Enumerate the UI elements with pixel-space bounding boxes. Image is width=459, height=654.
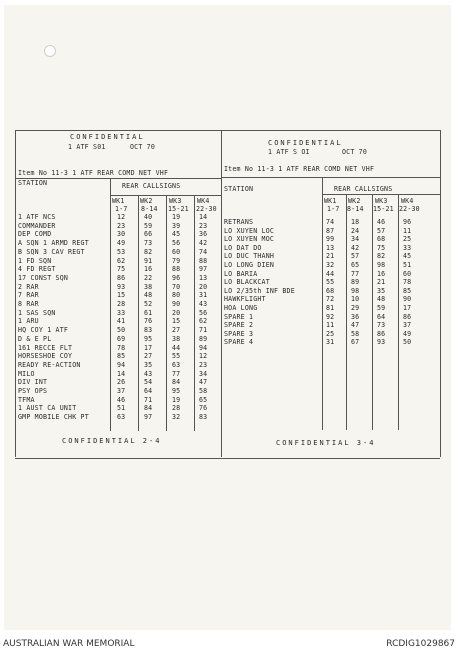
left-station-name: TFMA bbox=[18, 395, 35, 404]
left-station-name: 2 RAR bbox=[18, 282, 39, 291]
left-callsign-wk4: 88 bbox=[199, 256, 208, 265]
left-station-name: 8 RAR bbox=[18, 300, 39, 308]
left-callsign-wk1: 41 bbox=[117, 317, 126, 326]
right-date: OCT 70 bbox=[342, 148, 368, 156]
right-callsign-wk4: 60 bbox=[403, 269, 412, 278]
right-callsign-wk4: 51 bbox=[403, 261, 412, 269]
left-station-heading: STATION bbox=[18, 179, 48, 187]
right-callsign-wk3: 59 bbox=[377, 304, 386, 312]
left-callsign-wk3: 60 bbox=[172, 247, 181, 256]
right-callsign-wk4: 45 bbox=[403, 252, 412, 261]
left-callsign-wk2: 27 bbox=[144, 352, 153, 361]
left-callsign-wk3: 79 bbox=[172, 256, 181, 265]
right-callsign-wk2: 10 bbox=[351, 295, 360, 304]
left-callsign-wk3: 70 bbox=[172, 282, 181, 291]
right-callsign-wk1: 21 bbox=[326, 252, 335, 261]
left-station-name: B SQN 3 CAV REGT bbox=[18, 247, 85, 256]
left-callsign-wk4: 31 bbox=[199, 291, 208, 300]
left-callsign-wk2: 61 bbox=[144, 308, 153, 317]
punch-hole bbox=[44, 45, 56, 57]
left-range-3: 15-21 bbox=[168, 205, 189, 213]
right-callsign-wk2: 29 bbox=[351, 304, 360, 312]
left-callsign-wk3: 32 bbox=[172, 413, 181, 422]
right-callsign-wk3: 48 bbox=[377, 295, 386, 304]
right-callsign-wk4: 49 bbox=[403, 329, 412, 338]
right-callsign-wk1: 87 bbox=[326, 226, 335, 235]
archive-record-id: RCDIG1029867 bbox=[386, 639, 455, 649]
left-callsign-wk2: 95 bbox=[144, 334, 153, 343]
left-callsign-wk3: 88 bbox=[172, 265, 181, 274]
right-callsign-wk3: 93 bbox=[377, 338, 386, 347]
left-callsign-wk4: 23 bbox=[199, 221, 208, 230]
left-callsign-wk2: 91 bbox=[144, 256, 153, 265]
left-station-name: MILO bbox=[18, 369, 35, 378]
left-station-name: 1 AUST CA UNIT bbox=[18, 404, 77, 413]
right-callsign-wk1: 92 bbox=[326, 312, 335, 321]
left-callsign-wk3: 15 bbox=[172, 317, 181, 326]
right-callsign-wk2: 36 bbox=[351, 312, 360, 321]
left-callsign-wk4: 43 bbox=[199, 300, 208, 308]
right-callsign-wk4: 50 bbox=[403, 338, 412, 347]
right-callsign-wk2: 34 bbox=[351, 235, 360, 244]
right-callsign-wk2: 98 bbox=[351, 286, 360, 295]
right-station-name: LO BLACKCAT bbox=[224, 278, 270, 287]
left-callsign-wk3: 95 bbox=[172, 387, 181, 395]
left-date: OCT 70 bbox=[130, 143, 156, 151]
left-station-name: 161 RECCE FLT bbox=[18, 343, 73, 352]
left-callsign-wk4: 65 bbox=[199, 395, 208, 404]
right-station-name: LO 2/35th INF BDE bbox=[224, 286, 295, 295]
left-rear-callsigns-heading: REAR CALLSIGNS bbox=[122, 182, 181, 190]
right-range-2: 8-14 bbox=[347, 205, 364, 213]
right-callsign-wk2: 57 bbox=[351, 252, 360, 261]
right-station-name: LO DUC THANH bbox=[224, 252, 275, 261]
left-callsign-wk1: 86 bbox=[117, 273, 126, 282]
left-callsign-wk2: 35 bbox=[144, 360, 153, 369]
left-callsign-wk1: 63 bbox=[117, 413, 126, 422]
left-callsign-wk1: 85 bbox=[117, 352, 126, 361]
left-station-name: 1 FD SQN bbox=[18, 256, 52, 265]
left-callsign-wk1: 46 bbox=[117, 395, 126, 404]
left-callsign-wk2: 40 bbox=[144, 213, 153, 221]
left-callsign-wk2: 97 bbox=[144, 413, 153, 422]
left-callsign-wk2: 84 bbox=[144, 404, 153, 413]
right-callsign-wk4: 78 bbox=[403, 278, 412, 287]
left-station-name: A SQN 1 ARMD REGT bbox=[18, 239, 89, 248]
left-callsign-wk4: 97 bbox=[199, 265, 208, 274]
left-callsign-wk1: 53 bbox=[117, 247, 126, 256]
left-callsign-wk2: 76 bbox=[144, 317, 153, 326]
left-callsign-wk3: 90 bbox=[172, 300, 181, 308]
right-callsign-wk3: 73 bbox=[377, 321, 386, 330]
right-callsign-wk2: 65 bbox=[351, 261, 360, 269]
left-station-name: HQ COY 1 ATF bbox=[18, 326, 69, 335]
right-callsign-wk3: 64 bbox=[377, 312, 386, 321]
left-callsign-wk4: 34 bbox=[199, 369, 208, 378]
right-callsign-wk1: 25 bbox=[326, 329, 335, 338]
left-callsign-wk3: 19 bbox=[172, 213, 181, 221]
left-week-4: WK4 bbox=[197, 197, 210, 205]
right-callsign-wk3: 46 bbox=[377, 218, 386, 226]
left-callsign-wk4: 42 bbox=[199, 239, 208, 248]
right-callsign-wk3: 86 bbox=[377, 329, 386, 338]
right-callsign-wk3: 75 bbox=[377, 243, 386, 252]
right-callsign-wk4: 86 bbox=[403, 312, 412, 321]
left-callsign-wk4: 23 bbox=[199, 360, 208, 369]
left-callsign-wk4: 14 bbox=[199, 213, 208, 221]
left-callsign-wk3: 63 bbox=[172, 360, 181, 369]
left-station-name: D & E PL bbox=[18, 334, 52, 343]
right-callsign-wk3: 98 bbox=[377, 261, 386, 269]
left-callsign-wk1: 94 bbox=[117, 360, 126, 369]
left-station-name: 1 ARU bbox=[18, 317, 39, 326]
left-week-2: WK2 bbox=[140, 197, 153, 205]
right-callsign-wk4: 11 bbox=[403, 226, 412, 235]
left-callsign-wk4: 89 bbox=[199, 334, 208, 343]
left-station-name: 1 SAS SQN bbox=[18, 308, 56, 317]
left-callsign-wk1: 78 bbox=[117, 343, 126, 352]
left-callsign-wk3: 28 bbox=[172, 404, 181, 413]
right-rear-callsigns-heading: REAR CALLSIGNS bbox=[334, 185, 393, 193]
left-station-name: HORSESHOE COY bbox=[18, 352, 73, 361]
right-callsign-wk1: 11 bbox=[326, 321, 335, 330]
right-station-name: RETRANS bbox=[224, 218, 254, 226]
left-callsign-wk3: 80 bbox=[172, 291, 181, 300]
right-station-name: HAWKFLIGHT bbox=[224, 295, 266, 304]
right-unit: 1 ATF S OI bbox=[268, 148, 310, 156]
left-callsign-wk4: 56 bbox=[199, 308, 208, 317]
left-callsign-wk2: 52 bbox=[144, 300, 153, 308]
right-callsign-wk1: 74 bbox=[326, 218, 335, 226]
right-callsign-wk4: 17 bbox=[403, 304, 412, 312]
right-callsign-wk2: 77 bbox=[351, 269, 360, 278]
left-callsign-wk4: 13 bbox=[199, 273, 208, 282]
left-week-1: WK1 bbox=[112, 197, 125, 205]
left-callsign-wk2: 64 bbox=[144, 387, 153, 395]
right-callsign-wk1: 13 bbox=[326, 243, 335, 252]
left-callsign-wk3: 84 bbox=[172, 378, 181, 387]
right-callsign-wk3: 82 bbox=[377, 252, 386, 261]
left-callsign-wk1: 37 bbox=[117, 387, 126, 395]
right-callsign-wk1: 44 bbox=[326, 269, 335, 278]
left-callsign-wk3: 44 bbox=[172, 343, 181, 352]
left-callsign-wk3: 27 bbox=[172, 326, 181, 335]
left-station-name: DIV INT bbox=[18, 378, 48, 387]
left-callsign-wk1: 62 bbox=[117, 256, 126, 265]
left-station-name: GMP MOBILE CHK PT bbox=[18, 413, 89, 422]
left-callsign-wk4: 76 bbox=[199, 404, 208, 413]
left-callsign-wk1: 28 bbox=[117, 300, 126, 308]
right-callsign-wk2: 47 bbox=[351, 321, 360, 330]
left-callsign-wk3: 55 bbox=[172, 352, 181, 361]
left-callsign-wk3: 38 bbox=[172, 334, 181, 343]
right-footer: CONFIDENTIAL 3-4 bbox=[276, 439, 376, 447]
right-station-name: LO XUYEN MOC bbox=[224, 235, 275, 244]
left-callsign-wk3: 45 bbox=[172, 230, 181, 239]
left-week-3: WK3 bbox=[169, 197, 182, 205]
right-station-name: LO BARIA bbox=[224, 269, 258, 278]
page-divider bbox=[221, 130, 222, 457]
left-footer: CONFIDENTIAL 2-4 bbox=[62, 437, 162, 445]
left-item: Item No 11-3 1 ATF REAR COMD NET VHF bbox=[18, 169, 169, 177]
left-station-name: 4 FD REGT bbox=[18, 265, 56, 274]
left-callsign-wk2: 43 bbox=[144, 369, 153, 378]
left-station-name: READY RE-ACTION bbox=[18, 360, 81, 369]
right-range-4: 22-30 bbox=[399, 205, 420, 213]
left-range-1: 1-7 bbox=[115, 205, 128, 213]
left-range-4: 22-30 bbox=[196, 205, 217, 213]
right-station-name: SPARE 2 bbox=[224, 321, 254, 330]
left-callsign-wk4: 94 bbox=[199, 343, 208, 352]
right-callsign-wk3: 35 bbox=[377, 286, 386, 295]
right-callsign-wk1: 55 bbox=[326, 278, 335, 287]
right-callsign-wk2: 24 bbox=[351, 226, 360, 235]
left-station-name: DEP COMD bbox=[18, 230, 52, 239]
right-station-name: LO XUYEN LOC bbox=[224, 226, 275, 235]
left-callsign-wk2: 16 bbox=[144, 265, 153, 274]
right-station-name: LO DAT DO bbox=[224, 243, 262, 252]
right-callsign-wk1: 68 bbox=[326, 286, 335, 295]
right-callsign-wk2: 42 bbox=[351, 243, 360, 252]
left-callsign-wk2: 38 bbox=[144, 282, 153, 291]
right-callsign-wk3: 68 bbox=[377, 235, 386, 244]
right-callsign-wk4: 85 bbox=[403, 286, 412, 295]
left-station-name: COMMANDER bbox=[18, 221, 56, 230]
left-callsign-wk4: 58 bbox=[199, 387, 208, 395]
left-callsign-wk1: 12 bbox=[117, 213, 126, 221]
left-callsign-wk1: 51 bbox=[117, 404, 126, 413]
right-callsign-wk1: 31 bbox=[326, 338, 335, 347]
right-station-name: SPARE 1 bbox=[224, 312, 254, 321]
left-callsign-wk2: 59 bbox=[144, 221, 153, 230]
left-range-2: 8-14 bbox=[141, 205, 158, 213]
left-station-name: PSY OPS bbox=[18, 387, 48, 395]
left-station-name: 7 RAR bbox=[18, 291, 39, 300]
left-callsign-wk1: 75 bbox=[117, 265, 126, 274]
right-item: Item No 11-3 1 ATF REAR COMD NET VHF bbox=[224, 165, 375, 173]
left-callsign-wk1: 33 bbox=[117, 308, 126, 317]
right-week-1: WK1 bbox=[324, 197, 337, 205]
left-callsign-wk2: 54 bbox=[144, 378, 153, 387]
left-callsign-wk4: 47 bbox=[199, 378, 208, 387]
left-station-name: 1 ATF NCS bbox=[18, 213, 56, 221]
right-callsign-wk4: 25 bbox=[403, 235, 412, 244]
right-callsign-wk1: 81 bbox=[326, 304, 335, 312]
right-station-name: SPARE 3 bbox=[224, 329, 254, 338]
left-callsign-wk4: 83 bbox=[199, 413, 208, 422]
right-callsign-wk1: 99 bbox=[326, 235, 335, 244]
right-range-1: 1-7 bbox=[327, 205, 340, 213]
right-range-3: 15-21 bbox=[373, 205, 394, 213]
right-callsign-wk2: 89 bbox=[351, 278, 360, 287]
left-callsign-wk1: 69 bbox=[117, 334, 126, 343]
right-classification: CONFIDENTIAL bbox=[268, 139, 343, 147]
left-callsign-wk2: 82 bbox=[144, 247, 153, 256]
left-callsign-wk2: 71 bbox=[144, 395, 153, 404]
left-callsign-wk4: 36 bbox=[199, 230, 208, 239]
right-callsign-wk4: 33 bbox=[403, 243, 412, 252]
left-callsign-wk4: 74 bbox=[199, 247, 208, 256]
left-callsign-wk3: 96 bbox=[172, 273, 181, 282]
left-callsign-wk4: 20 bbox=[199, 282, 208, 291]
right-callsign-wk4: 90 bbox=[403, 295, 412, 304]
left-callsign-wk1: 93 bbox=[117, 282, 126, 291]
right-station-heading: STATION bbox=[224, 185, 254, 193]
right-week-4: WK4 bbox=[401, 197, 414, 205]
left-callsign-wk1: 50 bbox=[117, 326, 126, 335]
right-week-3: WK3 bbox=[375, 197, 388, 205]
left-callsign-wk1: 49 bbox=[117, 239, 126, 248]
left-callsign-wk1: 14 bbox=[117, 369, 126, 378]
left-callsign-wk2: 48 bbox=[144, 291, 153, 300]
left-callsign-wk2: 17 bbox=[144, 343, 153, 352]
left-callsign-wk1: 26 bbox=[117, 378, 126, 387]
right-station-name: LO LONG DIEN bbox=[224, 261, 275, 269]
left-callsign-wk4: 12 bbox=[199, 352, 208, 361]
left-callsign-wk3: 39 bbox=[172, 221, 181, 230]
right-callsign-wk3: 16 bbox=[377, 269, 386, 278]
right-callsign-wk2: 18 bbox=[351, 218, 360, 226]
left-callsign-wk2: 73 bbox=[144, 239, 153, 248]
left-callsign-wk1: 23 bbox=[117, 221, 126, 230]
left-callsign-wk4: 71 bbox=[199, 326, 208, 335]
left-callsign-wk4: 62 bbox=[199, 317, 208, 326]
left-callsign-wk1: 30 bbox=[117, 230, 126, 239]
archive-caption: AUSTRALIAN WAR MEMORIAL bbox=[3, 639, 135, 649]
right-callsign-wk3: 57 bbox=[377, 226, 386, 235]
right-callsign-wk1: 72 bbox=[326, 295, 335, 304]
right-week-2: WK2 bbox=[348, 197, 361, 205]
left-unit: 1 ATF S01 bbox=[68, 143, 106, 151]
right-callsign-wk1: 32 bbox=[326, 261, 335, 269]
left-callsign-wk1: 15 bbox=[117, 291, 126, 300]
right-callsign-wk4: 96 bbox=[403, 218, 412, 226]
left-callsign-wk3: 77 bbox=[172, 369, 181, 378]
right-callsign-wk2: 67 bbox=[351, 338, 360, 347]
left-station-name: 17 CONST SQN bbox=[18, 273, 69, 282]
right-callsign-wk3: 21 bbox=[377, 278, 386, 287]
left-callsign-wk3: 19 bbox=[172, 395, 181, 404]
right-station-name: SPARE 4 bbox=[224, 338, 254, 347]
left-callsign-wk3: 20 bbox=[172, 308, 181, 317]
left-callsign-wk2: 66 bbox=[144, 230, 153, 239]
right-callsign-wk4: 37 bbox=[403, 321, 412, 330]
left-callsign-wk2: 22 bbox=[144, 273, 153, 282]
left-classification: CONFIDENTIAL bbox=[70, 133, 145, 141]
right-station-name: HOA LONG bbox=[224, 304, 258, 312]
left-callsign-wk2: 83 bbox=[144, 326, 153, 335]
left-callsign-wk3: 56 bbox=[172, 239, 181, 248]
right-callsign-wk2: 58 bbox=[351, 329, 360, 338]
